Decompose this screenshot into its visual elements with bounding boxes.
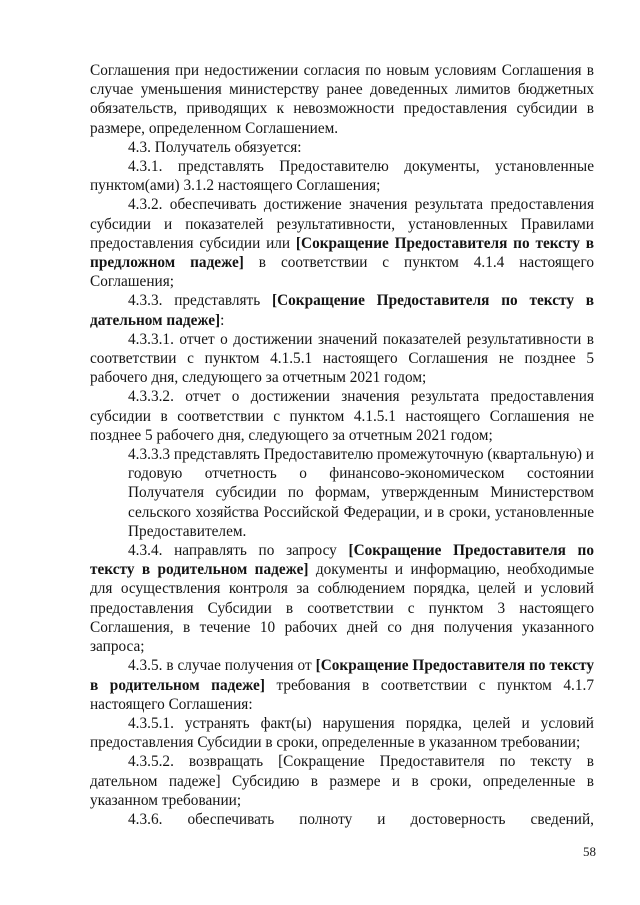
clause-4-3-5: 4.3.5. в случае получения от [Сокращение Предоставителя по тексту в родительном падеже] требования в соответствии с пунктом 4.1.7 настоящего Соглашения: <box>90 657 594 713</box>
clause-4-3-2: 4.3.2. обеспечивать достижение значения результата предоставления субсидии и показателей результативности, установленных Правилами предоставления субсидии или [Сокращение Предоставителя по тексту в предложном падеже] в соответствии с пунктом 4.1.4 настоящего Соглашения; <box>90 196 594 291</box>
placeholder-bold: [Сокращение Предоставителя по тексту в родительном падеже] <box>90 542 594 579</box>
paragraph-continuation: Соглашения при недостижении согласия по новым условиям Соглашения в случае уменьшения министерству ранее доведенных лимитов бюджетных обязательств, приводящих к невозможности предоставления субсидии в размере, определенном Соглашением. <box>90 62 594 137</box>
placeholder-bold: [Сокращение Предоставителя по тексту в родительном падеже] <box>90 657 594 694</box>
clause-4-3-1: 4.3.1. представлять Предоставителю документы, установленные пунктом(ами) 3.1.2 настоящего Соглашения; <box>90 158 594 195</box>
clause-4-3-3-3: 4.3.3.3 представлять Предоставителю промежуточную (квартальную) и годовую отчетность о финансово-экономическом состоянии Получателя субсидии по формам, утвержденным Министерством сельского хозяйства Российской Федерации, и в сроки, установленные Предоставителем. <box>128 446 594 540</box>
placeholder-bold: [Сокращение Предоставителя по тексту в предложном падеже] <box>90 234 594 272</box>
clause-4-3-3-2: 4.3.3.2. отчет о достижении значения результата предоставления субсидии в соответствии с пунктом 4.1.5.1 настоящего Соглашения не позднее 5 рабочего дня, следующего за отчетным 2021 годом; <box>90 388 594 444</box>
clause-4-3-3-1: 4.3.3.1. отчет о достижении значений показателей результативности в соответствии с пунктом 4.1.5.1 настоящего Соглашения не позднее 5 рабочего дня, следующего за отчетным 2021 годом; <box>90 330 594 387</box>
clause-4-3-3: 4.3.3. представлять [Сокращение Предоставителя по тексту в дательном падеже]: <box>90 292 595 329</box>
clause-4-3-5-1: 4.3.5.1. устранять факт(ы) нарушения порядка, целей и условий предоставления Субсидии в сроки, определенные в указанном требовании; <box>90 714 594 752</box>
clause-4-3: 4.3. Получатель обязуется: <box>128 138 302 156</box>
clause-4-3-6: 4.3.6. обеспечивать полноту и достоверность сведений, <box>128 810 594 828</box>
placeholder-bold: [Сокращение Предоставителя по тексту в дательном падеже] <box>90 292 595 329</box>
document-body <box>90 61 594 829</box>
clause-4-3-4: 4.3.4. направлять по запросу [Сокращение Предоставителя по тексту в родительном падеже] документы и информацию, необходимые для осуществления контроля за соблюдением порядка, целей и условий предоставления Субсидии в соответствии с пунктом 3 настоящего Соглашения, в течение 10 рабочих дней со дня получения указанного запроса; <box>90 542 594 656</box>
clause-4-3-5-2: 4.3.5.2. возвращать [Сокращение Предоставителя по тексту в дательном падеже] Субсидию в размере и в сроки, определенные в указанном требовании; <box>90 753 594 809</box>
page-number: 58 <box>583 844 596 859</box>
